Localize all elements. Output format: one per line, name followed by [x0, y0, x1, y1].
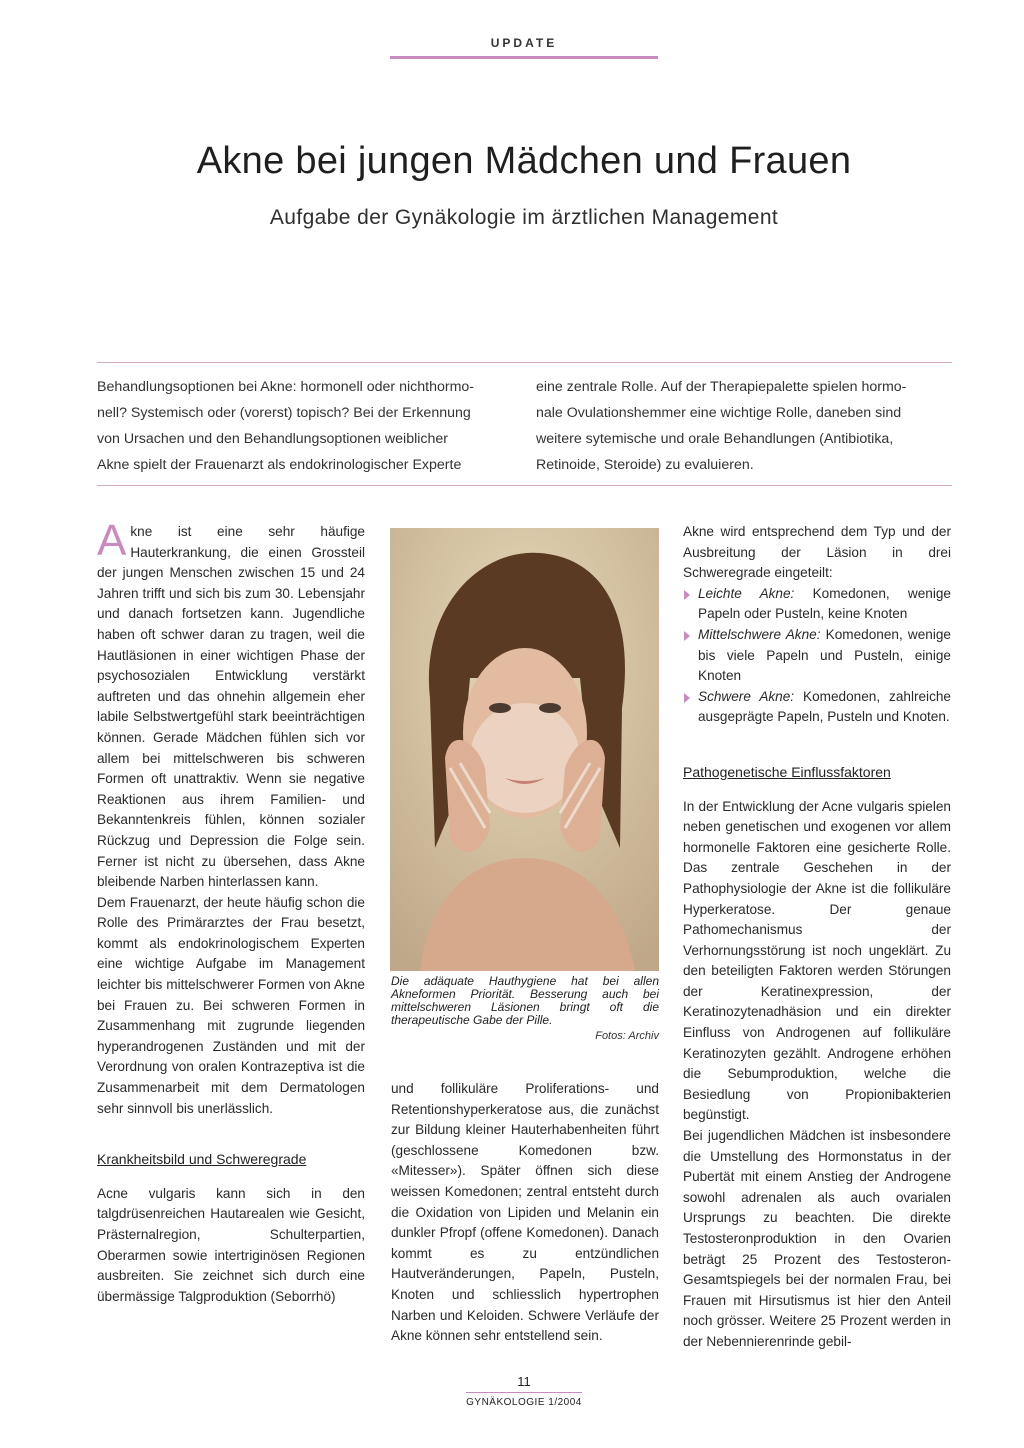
severity-list [683, 584, 951, 728]
drop-cap: A [97, 516, 127, 565]
article-title: Akne bei jungen Mädchen und Frauen [196, 140, 852, 182]
body-column-2 [391, 1079, 659, 1347]
lead-line: eine zentrale Rolle. Auf der Therapiepalette spielen hormo- [536, 379, 907, 395]
lead-col-1 [97, 374, 517, 478]
lead-line: von Ursachen und den Behandlungsoptionen weiblicher [97, 431, 448, 447]
body-column-1 [97, 516, 365, 1307]
paragraph: Bei jugendlichen Mädchen ist insbesondere die Umstellung des Hormonstatus in der Pubertät mit einem Anstieg der Androgene sowohl adrenalen als auch ovarialen Ursprungs zu beachten. Die direkte Testosteronproduktion in den Ovarien beträgt 25 Prozent des Testosteron-Gesamtspiegels bei der normalen Frau, bei Frauen mit Hirsutismus ist hier den Anteil noch grösser. Weitere 25 Prozent werden in der Nebennierenrinde gebil- [683, 1128, 951, 1349]
photo-caption: Die adäquate Hauthygiene hat bei allen Akneformen Priorität. Besserung auch bei mittelschweren Läsionen bringt oft die therapeutische Gabe der Pille. [391, 974, 659, 1027]
photo-credit: Fotos: Archiv [595, 1030, 659, 1042]
paragraph [97, 516, 365, 893]
list-item [683, 625, 951, 687]
section-heading: Krankheitsbild und Schweregrade [97, 1151, 307, 1168]
list-item-term: Leichte Akne: [698, 585, 795, 601]
section-label: UPDATE [490, 36, 558, 50]
paragraph: Dem Frauenarzt, der heute häufig schon die Rolle des Primärarztes der Frau besetzt, kommt als endokrinologischem Experten eine wichtige Aufgabe im Management leichter bis mittelschwerer Formen von Akne bei Frauen zu. Bei schweren Formen in Zusammenhang mit zugrunde liegenden hyperandrogenen Zuständen und mit der Verordnung von oralen Kontrazeptiva ist die Zusammenarbeit mit dem Dermatologen sehr sinnvoll bis unerlässlich. [97, 894, 365, 1116]
section-heading: Pathogenetische Einflussfaktoren [683, 763, 891, 780]
lead-line: nale Ovulationshemmer eine wichtige Rolle, daneben sind [536, 405, 902, 421]
lead-line: Akne spielt der Frauenarzt als endokrinologischer Experte [97, 457, 462, 473]
paragraph: Akne wird entsprechend dem Typ und der Ausbreitung der Läsion in drei Schweregrade eingeteilt: [683, 524, 951, 581]
page-number: 11 [517, 1374, 531, 1389]
list-item-text: Komedonen, wenige Papeln oder Pusteln, keine Knoten [698, 585, 951, 622]
list-item-text: Komedonen, zahlreiche ausgeprägte Papeln, Pusteln und Knoten. [698, 688, 951, 725]
list-item-text: Komedonen, wenige bis viele Papeln und Pusteln, einige Knoten [698, 626, 951, 684]
list-item-term: Mittelschwere Akne: [698, 626, 821, 642]
paragraph: In der Entwicklung der Acne vulgaris spielen neben genetischen und exogenen vor allem hormonelle Faktoren eine gesicherte Rolle. Das zentrale Geschehen in der Pathophysiologie der Akne ist die follikuläre Hyperkeratose. Der genaue Pathomechanismus der Verhornungsstörung ist noch ungeklärt. Zu den beteiligten Faktoren werden Störungen der Keratinexpression, der Keratinozytenadhäsion und ein direkter Einfluss von Androgenen auf follikuläre Keratinozyten gezählt. Androgene erhöhen die Sebumproduktion, welche die Besiedlung von Propionibakterien begünstigt. [683, 798, 951, 1123]
article-subtitle: Aufgabe der Gynäkologie im ärztlichen Management [269, 206, 779, 229]
list-item-term: Schwere Akne: [698, 688, 795, 704]
lead-top-rule [97, 362, 952, 363]
lead-line: Retinoide, Steroide) zu evaluieren. [536, 457, 754, 473]
lead-bottom-rule [97, 485, 952, 486]
paragraph: und follikuläre Proliferations- und Retentionshyperkeratose aus, die zunächst zur Bildung kleiner Hauterhabenheiten führt (geschlossene Komedonen bzw. «Mitesser»). Später öffnen sich diese weissen Komedonen; zentral entsteht durch die Oxidation von Lipiden und Melanin ein dunkler Pfropf (offene Komedonen). Danach kommt es zu entzündlichen Hautveränderungen, Papeln, Pusteln, Knoten und schliesslich hypertrophen Narben und Keloiden. Schwere Verläufe der Akne können sehr entstellend sein. [391, 1081, 659, 1344]
lead-line: Behandlungsoptionen bei Akne: hormonell oder nichthormo- [97, 379, 475, 395]
paragraph-text: kne ist eine sehr häufige Hauterkrankung, die einen Grossteil der jungen Menschen zwischen 15 und 24 Jahren trifft und sich bis zum 30. Lebensjahr und danach fortsetzen kann. Jugendliche haben oft schwer daran zu tragen, weil die Hautläsionen in einer wichtigen Phase der psychosozialen Entwicklung verstärkt auftreten und das ohnehin allgemein eher labile Selbstwertgefühl stark beeinträchtigen können. Gerade Mädchen fühlen sich vor allem bei mittelschweren bis schweren Formen oft unattraktiv. Wenn sie negative Reaktionen aus ihrem Familien- und Bekanntenkreis fühlen, können sozialer Rückzug und Depression die Folge sein. Ferner ist nicht zu übersehen, dass Akne bleibende Narben hinterlassen kann. [97, 524, 365, 890]
woman-washing-face-image [390, 528, 659, 971]
paragraph: Acne vulgaris kann sich in den talgdrüsenreichen Hautarealen wie Gesicht, Prästernalregion, Schulterpartien, Oberarmen sowie intertriginösen Regionen ausbreiten. Sie zeichnet sich durch eine übermässige Talgproduktion (Seborrhö) [97, 1185, 365, 1304]
lead-line: nell? Systemisch oder (vorerst) topisch? Bei der Erkennung [97, 405, 471, 421]
lead-col-2 [536, 374, 952, 478]
footer-rule [466, 1392, 582, 1393]
section-rule [390, 56, 658, 59]
list-item [683, 687, 951, 728]
body-column-3 [683, 522, 951, 1353]
lead-line: weitere sytemische und orale Behandlungen (Antibiotika, [536, 431, 894, 447]
list-item [683, 584, 951, 625]
article-photo [390, 528, 659, 971]
journal-name: GYNÄKOLOGIE 1/2004 [466, 1397, 582, 1408]
